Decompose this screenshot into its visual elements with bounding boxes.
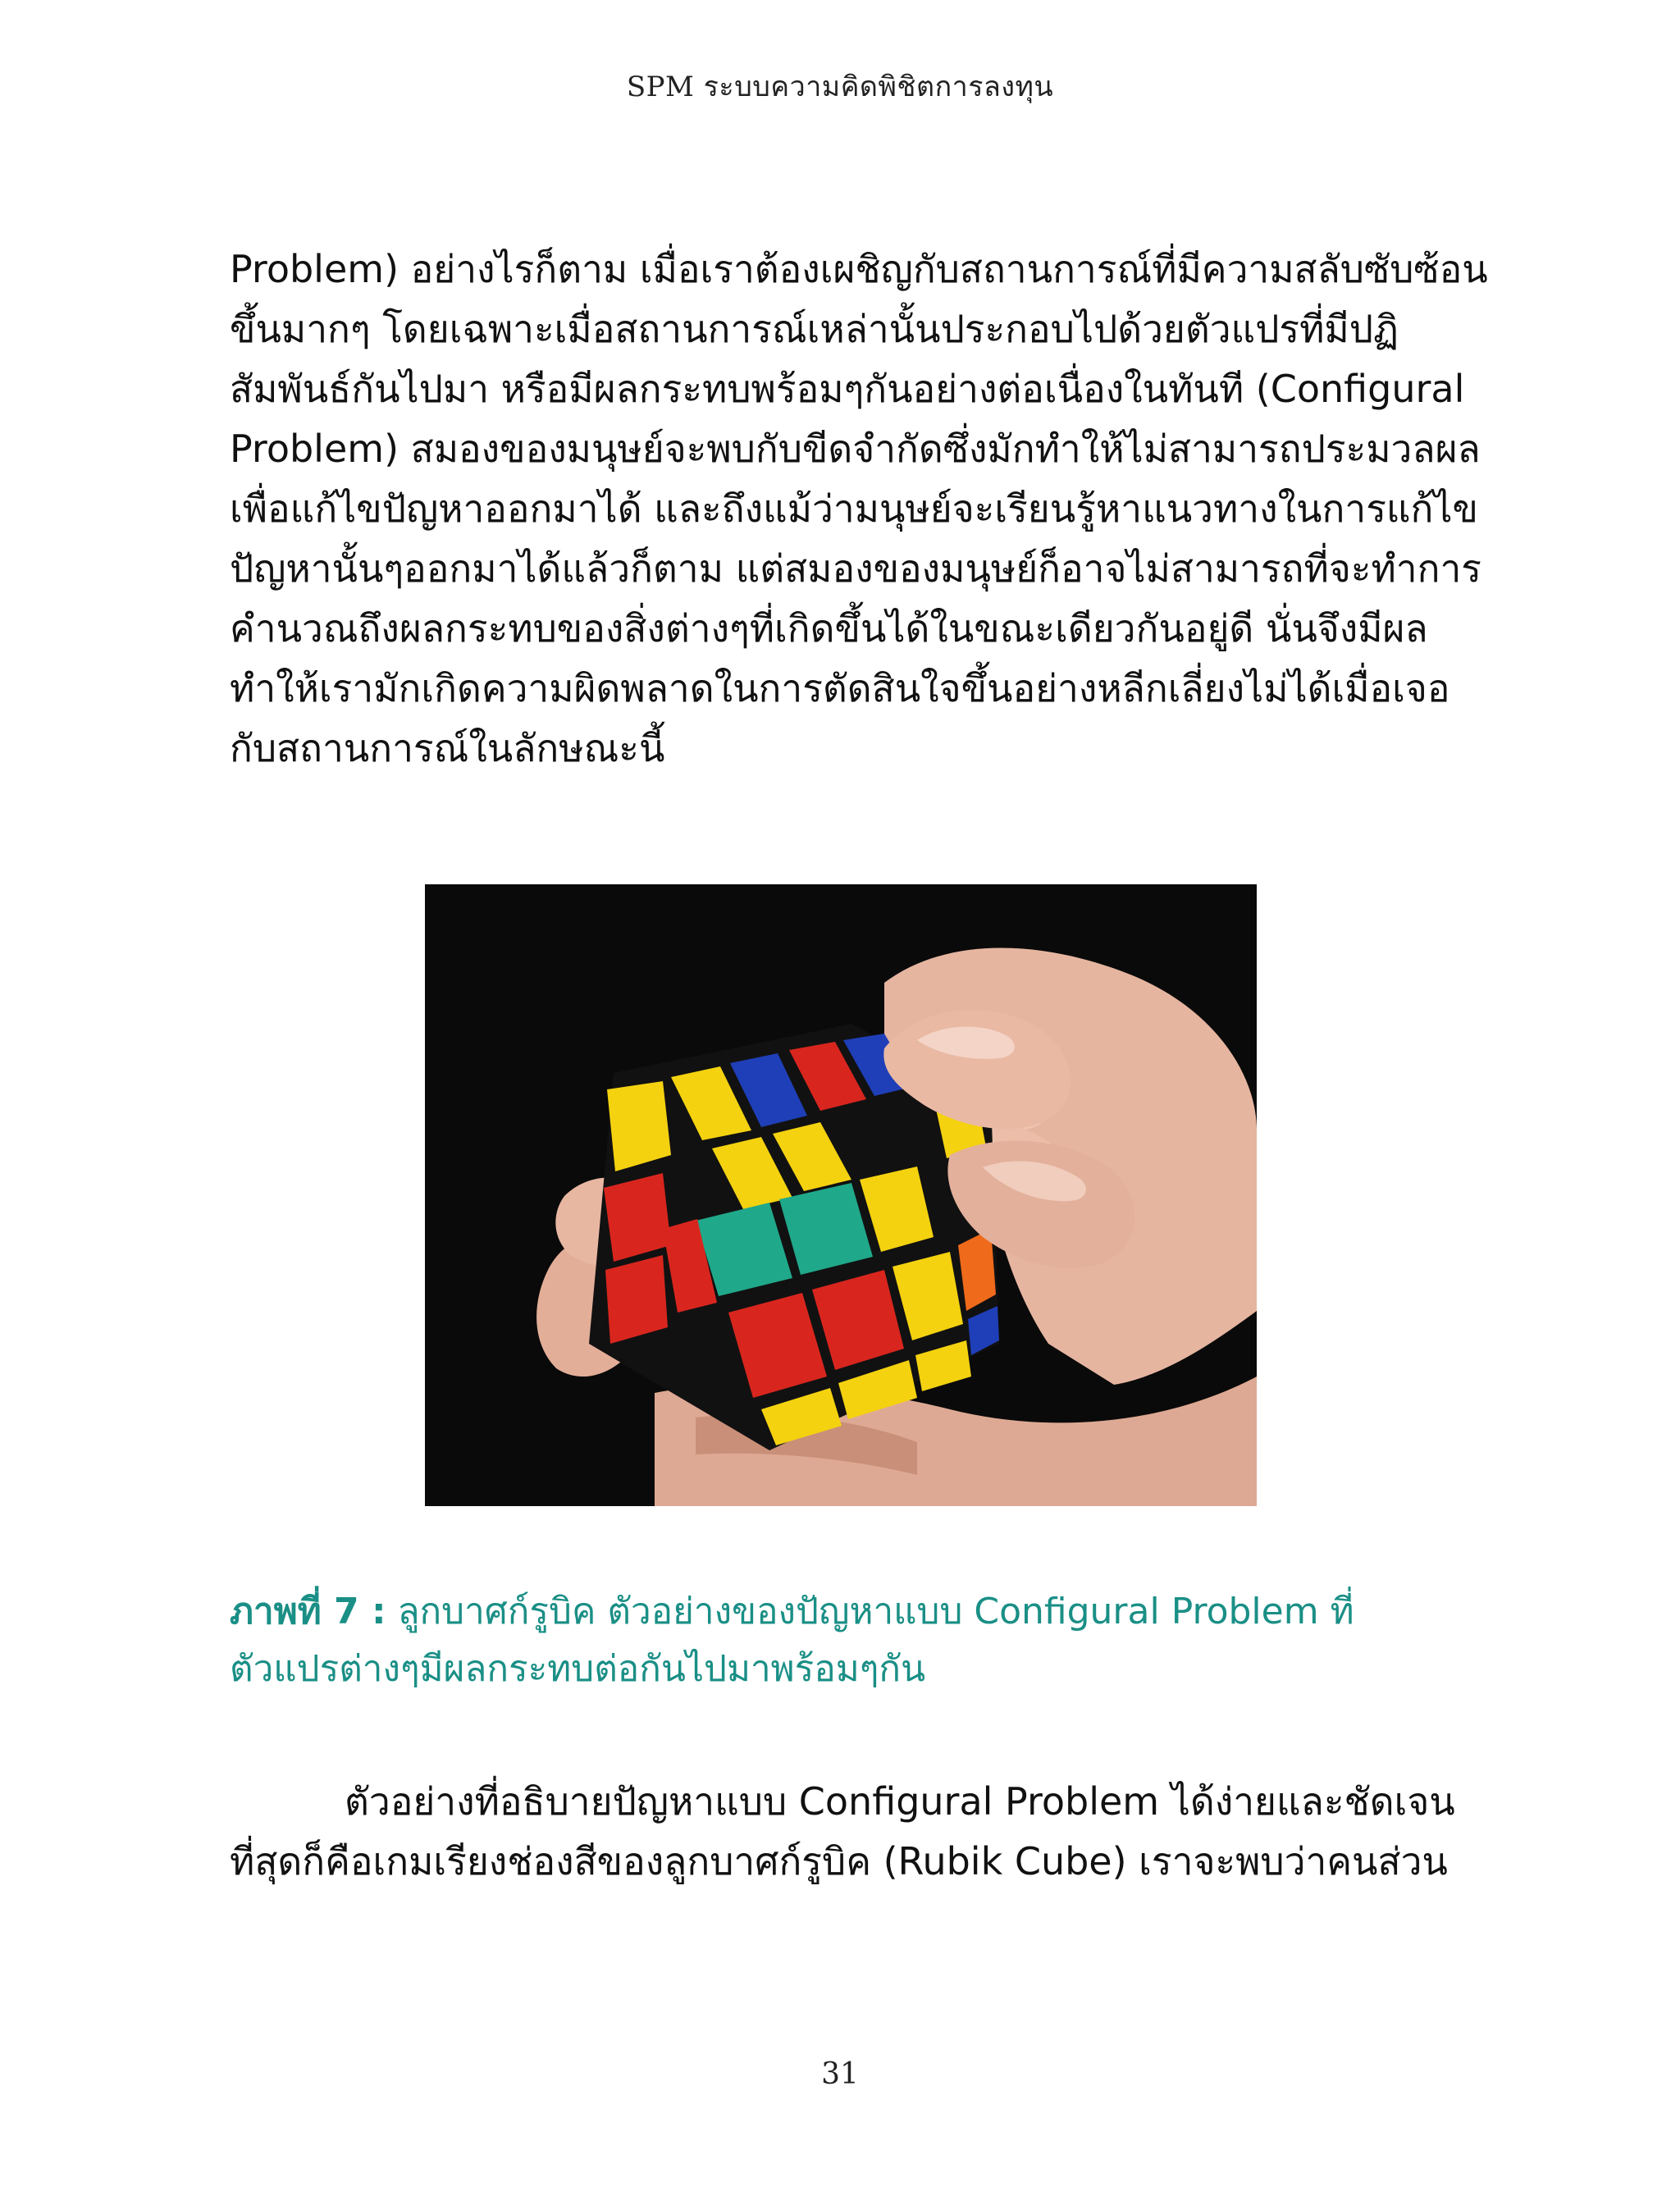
paragraph-line: Problem) อย่างไรก็ตาม เมื่อเราต้องเผชิญกับสถานการณ์ที่มีความสลับซับซ้อน bbox=[230, 247, 1488, 291]
page-number: 31 bbox=[821, 2057, 859, 2091]
paragraph-line: ตัวอย่างที่อธิบายปัญหาแบบ Configural Problem ได้ง่ายและชัดเจน bbox=[345, 1779, 1455, 1824]
paragraph-line: ทำให้เรามักเกิดความผิดพลาดในการตัดสินใจขึ้นอย่างหลีกเลี่ยงไม่ได้เมื่อเจอ bbox=[230, 666, 1450, 710]
paragraph-line: Problem) สมองของมนุษย์จะพบกับขีดจำกัดซึ่งมักทำให้ไม่สามารถประมวลผล bbox=[230, 427, 1481, 471]
caption-label: ภาพที่ 7 : bbox=[230, 1591, 386, 1632]
paragraph-line: ที่สุดก็คือเกมเรียงช่องสีของลูกบาศก์รูบิค (Rubik Cube) เราจะพบว่าคนส่วน bbox=[230, 1839, 1448, 1883]
paragraph-1 bbox=[230, 240, 1488, 778]
paragraph-line: ปัญหานั้นๆออกมาได้แล้วก็ตาม แต่สมองของมนุษย์ก็อาจไม่สามารถที่จะทำการ bbox=[230, 546, 1482, 591]
paragraph-line: สัมพันธ์กันไปมา หรือมีผลกระทบพร้อมๆกันอย่างต่อเนื่องในทันที (Configural bbox=[230, 367, 1465, 411]
caption-text-1: ลูกบาศก์รูบิค ตัวอย่างของปัญหาแบบ Configural Problem ที่ bbox=[397, 1591, 1354, 1632]
paragraph-line: ขึ้นมากๆ โดยเฉพาะเมื่อสถานการณ์เหล่านั้นประกอบไปด้วยตัวแปรที่มีปฏิ bbox=[230, 307, 1399, 351]
rubik-cube-photo bbox=[425, 884, 1257, 1506]
paragraph-line: คำนวณถึงผลกระทบของสิ่งต่างๆที่เกิดขึ้นได้ในขณะเดียวกันอยู่ดี นั่นจึงมีผล bbox=[230, 606, 1428, 651]
paragraph-2 bbox=[230, 1772, 1460, 1892]
page-header: SPM ระบบความคิดพิชิตการลงทุน bbox=[626, 71, 1054, 103]
figure-caption bbox=[230, 1583, 1460, 1698]
caption-text-2: ตัวแปรต่างๆมีผลกระทบต่อกันไปมาพร้อมๆกัน bbox=[230, 1648, 926, 1690]
paragraph-line: เพื่อแก้ไขปัญหาออกมาได้ และถึงแม้ว่ามนุษย์จะเรียนรู้หาแนวทางในการแก้ไข bbox=[230, 486, 1478, 531]
rubik-cube-illustration bbox=[425, 884, 1257, 1506]
caption-line-1 bbox=[230, 1583, 1460, 1641]
paragraph-line: กับสถานการณ์ในลักษณะนี้ bbox=[230, 726, 665, 770]
